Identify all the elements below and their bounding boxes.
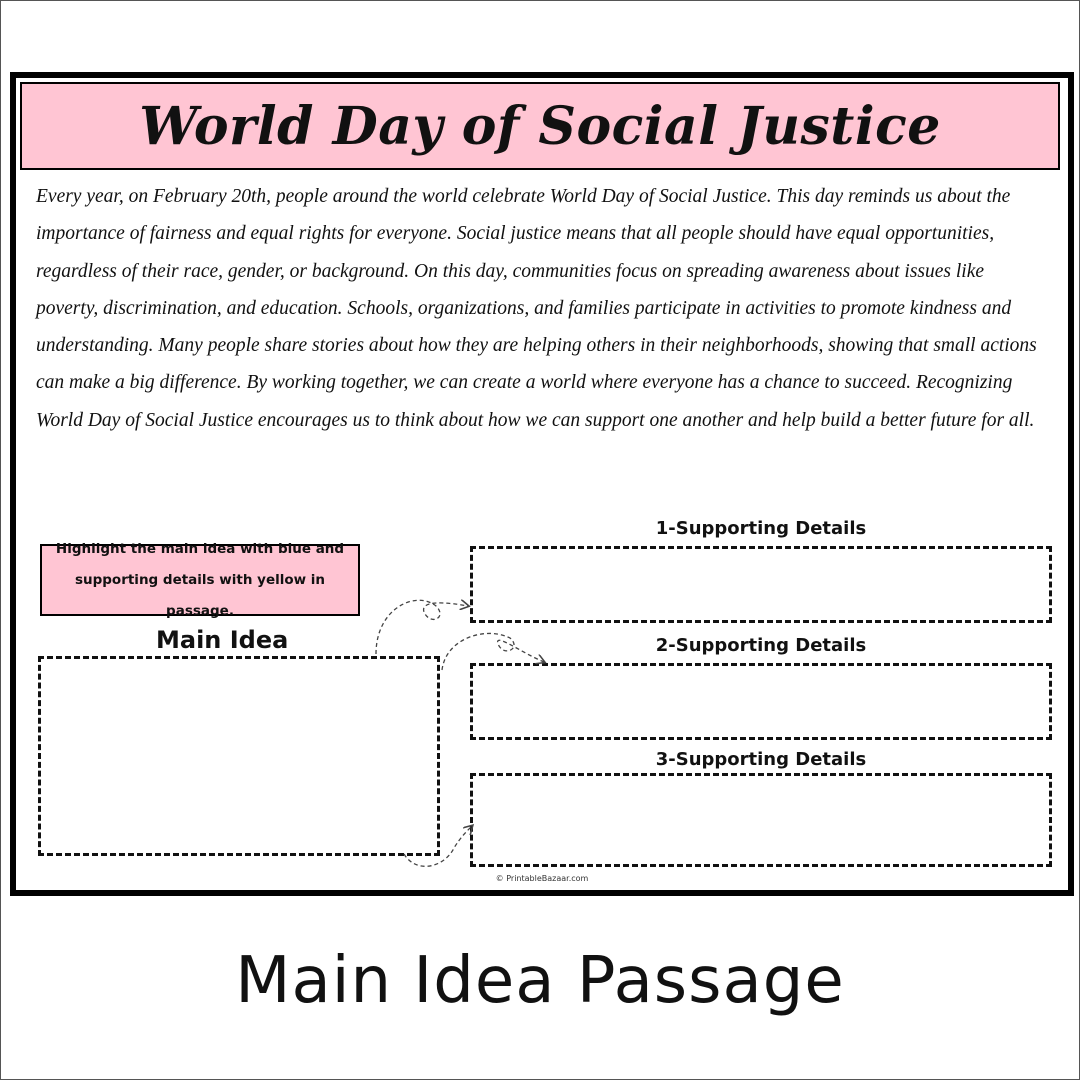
main-idea-label: Main Idea	[156, 626, 289, 654]
instruction-box	[40, 540, 360, 619]
supporting-detail-2-answer-box[interactable]	[470, 663, 1052, 740]
supporting-detail-1-label: 1-Supporting Details	[655, 518, 867, 539]
arrow-to-detail-1	[376, 600, 468, 654]
supporting-detail-1-answer-box[interactable]	[470, 546, 1052, 623]
supporting-detail-2-label: 2-Supporting Details	[655, 635, 867, 656]
copyright-notice: © PrintableBazaar.com	[495, 874, 589, 883]
main-idea-answer-box[interactable]	[38, 656, 440, 856]
worksheet-title: World Day of Social Justice	[139, 95, 941, 157]
supporting-detail-3-answer-box[interactable]	[470, 773, 1052, 867]
worksheet	[10, 72, 1074, 896]
page-caption: Main Idea Passage	[235, 944, 845, 1018]
instruction-text: Highlight the main idea with blue and supporting details with yellow in passage.	[55, 540, 345, 619]
reading-passage: Every year, on February 20th, people around the world celebrate World Day of Social Justice. This day reminds us about the importance of fairness and equal rights for everyone. Social justice means that all people should have equal opportunities, regardless of their race, gender, or background. On this day, communities focus on spreading awareness about issues like poverty, discrimination, and education. Schools, organizations, and families participate in activities to promote kindness and understanding. Many people share stories about how they are helping others in their neighborhoods, showing that small actions can make a big difference. By working together, we can create a world where everyone has a chance to succeed. Recognizing World Day of Social Justice encourages us to think about how we can support one another and help build a better future for all.	[36, 186, 1037, 431]
title-banner	[20, 82, 1060, 170]
supporting-detail-3-label: 3-Supporting Details	[655, 749, 867, 770]
